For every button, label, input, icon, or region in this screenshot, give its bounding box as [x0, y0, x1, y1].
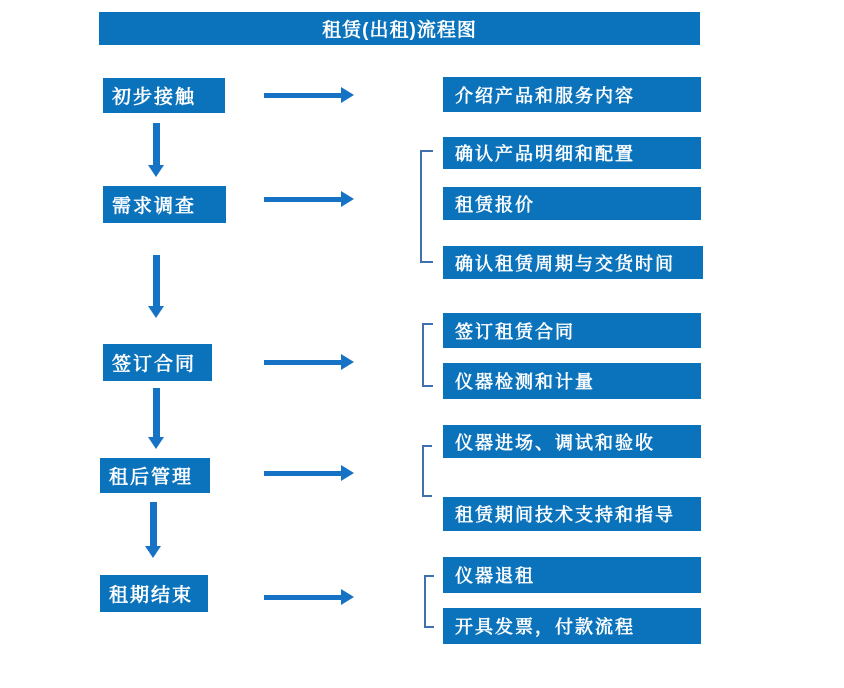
right-arrow-3	[264, 354, 354, 370]
output-box-confirm-details: 确认产品明细和配置	[443, 137, 701, 169]
arrow-head	[341, 465, 354, 481]
arrow-shaft	[264, 471, 341, 476]
arrow-shaft	[264, 93, 341, 98]
group-bracket-4	[422, 445, 432, 497]
right-arrow-5	[264, 589, 354, 605]
arrow-head	[148, 165, 164, 177]
output-box-sign-rental-contract: 签订租赁合同	[443, 313, 701, 348]
output-box-rental-quote: 租赁报价	[443, 187, 701, 220]
output-box-invoice-payment: 开具发票，付款流程	[443, 608, 701, 644]
group-bracket-3	[422, 323, 433, 387]
diagram-title: 租赁(出租)流程图	[99, 12, 700, 45]
down-arrow-3	[148, 388, 164, 449]
stage-box-initial-contact: 初步接触	[103, 78, 225, 113]
arrow-head	[341, 191, 354, 207]
arrow-head	[341, 87, 354, 103]
down-arrow-4	[145, 502, 161, 558]
arrow-head	[145, 546, 161, 558]
down-arrow-2	[148, 255, 164, 318]
output-box-confirm-period: 确认租赁周期与交货时间	[443, 246, 703, 279]
arrow-shaft	[153, 388, 160, 437]
down-arrow-1	[148, 123, 164, 177]
stage-box-demand-survey: 需求调查	[103, 186, 226, 223]
output-box-tech-support: 租赁期间技术支持和指导	[443, 497, 701, 531]
arrow-head	[341, 589, 354, 605]
group-bracket-5	[424, 575, 434, 628]
right-arrow-4	[264, 465, 354, 481]
output-box-instrument-testing: 仪器检测和计量	[443, 363, 701, 399]
right-arrow-2	[264, 191, 354, 207]
arrow-shaft	[264, 595, 341, 600]
arrow-shaft	[150, 502, 157, 546]
arrow-head	[148, 306, 164, 318]
output-box-instrument-return: 仪器退租	[443, 557, 701, 593]
arrow-shaft	[264, 197, 341, 202]
stage-box-sign-contract: 签订合同	[103, 344, 212, 381]
arrow-shaft	[264, 360, 341, 365]
stage-box-rental-end: 租期结束	[100, 575, 208, 612]
output-box-instrument-entry: 仪器进场、调试和验收	[443, 425, 701, 458]
arrow-head	[148, 437, 164, 449]
output-box-introduce-products: 介绍产品和服务内容	[443, 77, 701, 112]
group-bracket-2	[420, 150, 433, 263]
arrow-shaft	[153, 123, 160, 165]
right-arrow-1	[264, 87, 354, 103]
arrow-shaft	[153, 255, 160, 306]
arrow-head	[341, 354, 354, 370]
stage-box-post-rental: 租后管理	[100, 458, 210, 493]
